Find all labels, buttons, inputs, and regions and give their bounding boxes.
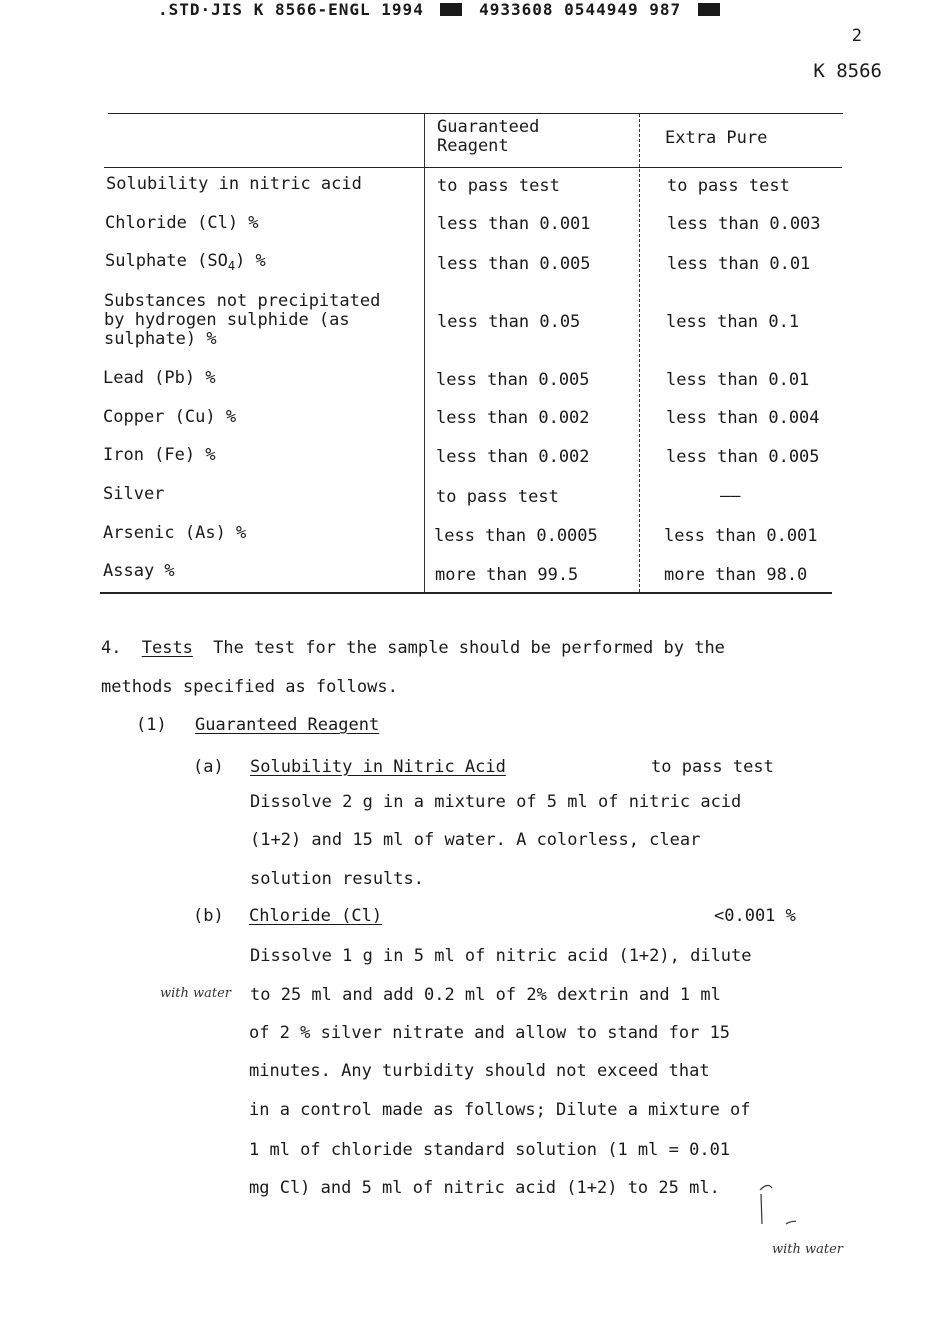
row-extra-pure-value: —— bbox=[720, 486, 741, 506]
table-bottom-rule bbox=[100, 592, 832, 594]
row-extra-pure-value: less than 0.004 bbox=[666, 408, 820, 428]
handwritten-bottom-note: with water bbox=[772, 1242, 844, 1257]
section-4-heading bbox=[101, 638, 725, 658]
item-a-line: Dissolve 2 g in a mixture of 5 ml of nitric acid bbox=[250, 792, 742, 812]
redaction-block bbox=[698, 3, 720, 16]
row-extra-pure-value: less than 0.003 bbox=[667, 214, 821, 234]
row-item: Iron (Fe) % bbox=[103, 445, 216, 465]
header-stamp bbox=[158, 0, 726, 19]
row-extra-pure-value: less than 0.01 bbox=[667, 254, 811, 274]
row-item: Substances not precipitated by hydrogen sulphide (as sulphate) % bbox=[104, 291, 381, 349]
standard-code: K 8566 bbox=[813, 60, 882, 82]
row-extra-pure-value: less than 0.1 bbox=[666, 312, 800, 332]
header-stamp-left: .STD·JIS K 8566-ENGL 1994 bbox=[158, 0, 424, 19]
item-b-line: 1 ml of chloride standard solution (1 ml = 0.01 bbox=[249, 1140, 731, 1160]
row-item: Chloride (Cl) % bbox=[105, 213, 259, 233]
item-b-line: mg Cl) and 5 ml of nitric acid (1+2) to 25 ml. bbox=[249, 1178, 720, 1198]
subsection-1-heading bbox=[136, 715, 379, 735]
item-a-line: (1+2) and 15 ml of water. A colorless, clear bbox=[250, 830, 701, 850]
row-item: Solubility in nitric acid bbox=[106, 174, 362, 194]
table-col-divider-2 bbox=[639, 114, 640, 592]
item-a-line: solution results. bbox=[250, 869, 424, 889]
item-b-label: (b) bbox=[193, 906, 224, 926]
column-header-extra-pure: Extra Pure bbox=[665, 128, 768, 148]
item-b-line: of 2 % silver nitrate and allow to stand for 15 bbox=[249, 1023, 731, 1043]
section-number: 4. bbox=[101, 638, 122, 658]
item-b-title: Chloride (Cl) bbox=[249, 906, 383, 926]
row-guaranteed-value: less than 0.005 bbox=[437, 254, 591, 274]
row-guaranteed-value: to pass test bbox=[437, 176, 560, 196]
item-b-line: Dissolve 1 g in 5 ml of nitric acid (1+2), dilute bbox=[250, 946, 752, 966]
row-extra-pure-value: more than 98.0 bbox=[664, 565, 808, 585]
row-guaranteed-value: less than 0.001 bbox=[437, 214, 591, 234]
row-guaranteed-value: less than 0.005 bbox=[436, 370, 590, 390]
row-extra-pure-value: less than 0.005 bbox=[666, 447, 820, 467]
page-number: 2 bbox=[851, 26, 862, 46]
item-a-label: (a) bbox=[193, 757, 224, 777]
handwritten-margin-note: with water bbox=[160, 986, 232, 1001]
row-item: Silver bbox=[103, 484, 165, 504]
row-guaranteed-value: less than 0.002 bbox=[436, 447, 590, 467]
item-b-line: in a control made as follows; Dilute a mixture of bbox=[249, 1100, 751, 1120]
section-intro-continued: methods specified as follows. bbox=[101, 677, 398, 697]
row-item: Assay % bbox=[103, 561, 175, 581]
item-a-spec: to pass test bbox=[651, 757, 774, 777]
header-stamp-right: 4933608 0544949 987 bbox=[479, 0, 682, 19]
row-guaranteed-value: less than 0.0005 bbox=[434, 526, 598, 546]
row-guaranteed-value: to pass test bbox=[436, 487, 559, 507]
section-title: Tests bbox=[141, 638, 193, 658]
row-guaranteed-value: less than 0.05 bbox=[437, 312, 581, 332]
row-item: Arsenic (As) % bbox=[103, 523, 247, 543]
table-col-divider-1 bbox=[424, 114, 425, 592]
column-header-guaranteed-reagent: Guaranteed Reagent bbox=[437, 117, 540, 156]
row-guaranteed-value: less than 0.002 bbox=[436, 408, 590, 428]
subsection-number: (1) bbox=[136, 715, 167, 735]
redaction-block bbox=[440, 3, 462, 16]
table-header-rule bbox=[104, 167, 842, 168]
row-item: Sulphate $(SO_4)$ % bbox=[105, 251, 266, 273]
subsection-title: Guaranteed Reagent bbox=[194, 715, 380, 735]
item-b-spec: <0.001 % bbox=[714, 906, 796, 926]
row-extra-pure-value: less than 0.001 bbox=[664, 526, 818, 546]
row-item: Lead (Pb) % bbox=[103, 368, 216, 388]
item-b-line: minutes. Any turbidity should not exceed that bbox=[249, 1061, 710, 1081]
item-a-title: Solubility in Nitric Acid bbox=[250, 757, 506, 777]
table-top-rule bbox=[108, 113, 843, 114]
row-guaranteed-value: more than 99.5 bbox=[435, 565, 579, 585]
row-extra-pure-value: less than 0.01 bbox=[666, 370, 810, 390]
row-extra-pure-value: to pass test bbox=[667, 176, 790, 196]
row-item: Copper (Cu) % bbox=[103, 407, 237, 427]
handwritten-caret-mark bbox=[756, 1176, 796, 1236]
section-intro: The test for the sample should be performed by the bbox=[213, 638, 725, 658]
item-b-line: to 25 ml and add 0.2 ml of 2% dextrin and 1 ml bbox=[250, 985, 721, 1005]
